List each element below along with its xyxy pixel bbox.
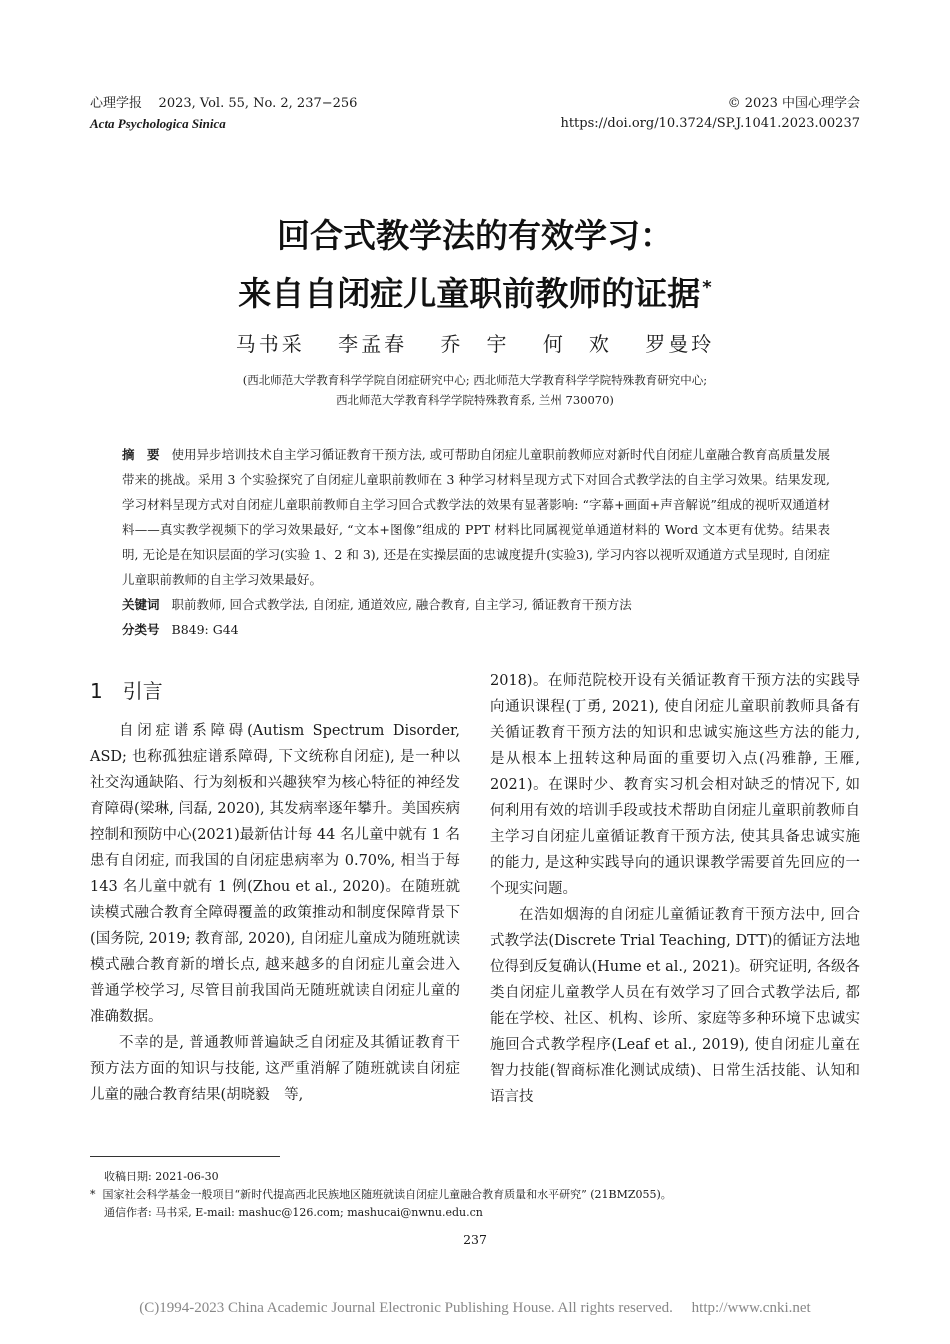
affiliation	[0, 370, 950, 410]
cnki-copyright: (C)1994-2023 China Academic Journal Electronic Publishing House. All rights reserved. http://www.cnki.net	[139, 1300, 811, 1316]
classification-label: 分类号	[122, 622, 160, 637]
received-date: 收稿日期: 2021-06-30	[104, 1170, 219, 1183]
body-paragraph: 在浩如烟海的自闭症儿童循证教育干预方法中, 回合式教学法(Discrete Trial Teaching, DTT)的循证方法地位得到反复确认(Hume et al., 2021)。研究证明, 各级各类自闭症儿童教学人员在有效学习了回合式教学法后, 都能在学校、社区、机构、诊所、家庭等多种环境下忠诚实施回合式教学程序(Leaf et al., 2019), 使自闭症儿童在智力技能(智商标准化测试成绩)、日常生活技能、认知和语言技	[490, 907, 860, 1105]
classification-code: B849: G44	[171, 622, 239, 637]
affiliation-line-2: 西北师范大学教育科学学院特殊教育系, 兰州 730070)	[336, 393, 614, 407]
footnotes	[90, 1168, 860, 1222]
body-paragraph: 自闭症谱系障碍(Autism Spectrum Disorder, ASD; 也称孤独症谱系障碍, 下文统称自闭症), 是一种以社交沟通缺陷、行为刻板和兴趣狭窄为核心特征的神经发育障碍(梁琳, 闫磊, 2020), 其发病率逐年攀升。美国疾病控制和预防中心(2021)最新估计每 44 名儿童中就有 1 名患有自闭症, 而我国的自闭症患病率为 0.70%, 相当于每 143 名儿童中就有 1 例(Zhou et al., 2020)。在随班就读模式融合教育全障碍覆盖的政策推动和制度保障背景下(国务院, 2019; 教育部, 2020), 自闭症儿童成为随班就读模式融合教育新的增长点, 越来越多的自闭症儿童会进入普通学校学习, 尽管目前我国尚无随班就读自闭症儿童的准确数据。	[90, 723, 460, 1025]
body-column-left	[90, 668, 460, 1108]
contact-author: 通信作者: 马书采, E-mail: mashuc@126.com; mashucai@nwnu.edu.cn	[104, 1206, 483, 1219]
paper-title	[0, 210, 950, 320]
classification-line	[122, 617, 830, 642]
author-name: 马书采	[235, 332, 305, 356]
author-list	[0, 330, 950, 358]
journal-citation-line	[90, 94, 357, 114]
journal-name-en: Acta Psychologica Sinica	[90, 116, 226, 131]
copyright-notice: © 2023 中国心理学会	[727, 96, 860, 111]
author-name: 李孟春	[338, 332, 408, 356]
author-name: 罗曼玲	[645, 332, 715, 356]
keywords-line	[122, 592, 830, 617]
body-paragraph: 2018)。在师范院校开设有关循证教育干预方法的实践导向通识课程(丁勇, 2021), 使自闭症儿童职前教师具备有关循证教育干预方法的知识和忠诚实施这些方法的能力, 是从根本上扭转这种局面的重要切入点(冯雅静, 王雁, 2021)。在课时少、教育实习机会相对缺乏的情况下, 如何利用有效的培训手段或技术帮助自闭症儿童职前教师自主学习自闭症儿童循证教育干预方法, 使其具备忠诚实施的能力, 是这种实践导向的通识课教学需要首先回应的一个现实问题。	[490, 673, 860, 897]
footnote-divider	[90, 1156, 280, 1157]
keywords-label: 关键词	[122, 597, 160, 612]
running-header-right	[560, 94, 860, 134]
journal-name-cn: 心理学报	[90, 96, 143, 111]
doi-link[interactable]: https://doi.org/10.3724/SP.J.1041.2023.00237	[560, 116, 860, 131]
title-footnote-mark: *	[702, 277, 712, 298]
author-name: 乔 宇	[440, 332, 510, 356]
running-header-left	[90, 94, 357, 134]
page-number: 237	[463, 1232, 487, 1247]
section-heading	[90, 676, 460, 706]
funding-note	[90, 1186, 860, 1204]
affiliation-line-1: (西北师范大学教育科学学院自闭症研究中心; 西北师范大学教育科学学院特殊教育研究中心;	[242, 373, 708, 387]
funding-text: 国家社会科学基金一般项目“新时代提高西北民族地区随班就读自闭症儿童融合教育质量和水平研究” (21BMZ055)。	[102, 1188, 672, 1201]
abstract-text: 使用异步培训技术自主学习循证教育干预方法, 或可帮助自闭症儿童职前教师应对新时代自闭症儿童融合教育高质量发展带来的挑战。采用 3 个实验探究了自闭症儿童职前教师在 3 种学习材料呈现方式下对回合式教学法的自主学习效果。结果发现, 学习材料呈现方式对自闭症儿童职前教师自主学习回合式教学法的效果有显著影响: “字幕+画面+声音解说”组成的视听双通道材料——真实教学视频下的学习效果最好, “文本+图像”组成的 PPT 材料比同属视觉单通道材料的 Word 文本更有优势。结果表明, 无论是在知识层面的学习(实验 1、2 和 3), 还是在实操层面的忠诚度提升(实验3), 学习内容以视听双通道方式呈现时, 自闭症儿童职前教师的自主学习效果最好。	[122, 447, 830, 587]
title-line-2	[0, 262, 950, 320]
journal-citation: 2023, Vol. 55, No. 2, 237−256	[158, 96, 358, 111]
body-paragraph: 不幸的是, 普通教师普遍缺乏自闭症及其循证教育干预方法方面的知识与技能, 这严重消解了随班就读自闭症儿童的融合教育结果(胡晓毅 等,	[90, 1035, 460, 1103]
keywords-text: 职前教师, 回合式教学法, 自闭症, 通道效应, 融合教育, 自主学习, 循证教育干预方法	[171, 597, 632, 612]
title-line-2-text: 来自自闭症儿童职前教师的证据	[238, 274, 701, 313]
funding-mark: *	[90, 1188, 96, 1201]
abstract-paragraph	[122, 442, 830, 592]
body-column-right	[490, 668, 860, 1110]
title-line-1: 回合式教学法的有效学习：	[277, 216, 673, 255]
section-title: 引言	[122, 679, 163, 703]
author-name: 何 欢	[542, 332, 612, 356]
abstract-label: 摘 要	[122, 447, 160, 462]
section-number: 1	[90, 679, 103, 703]
abstract-block	[122, 442, 830, 642]
